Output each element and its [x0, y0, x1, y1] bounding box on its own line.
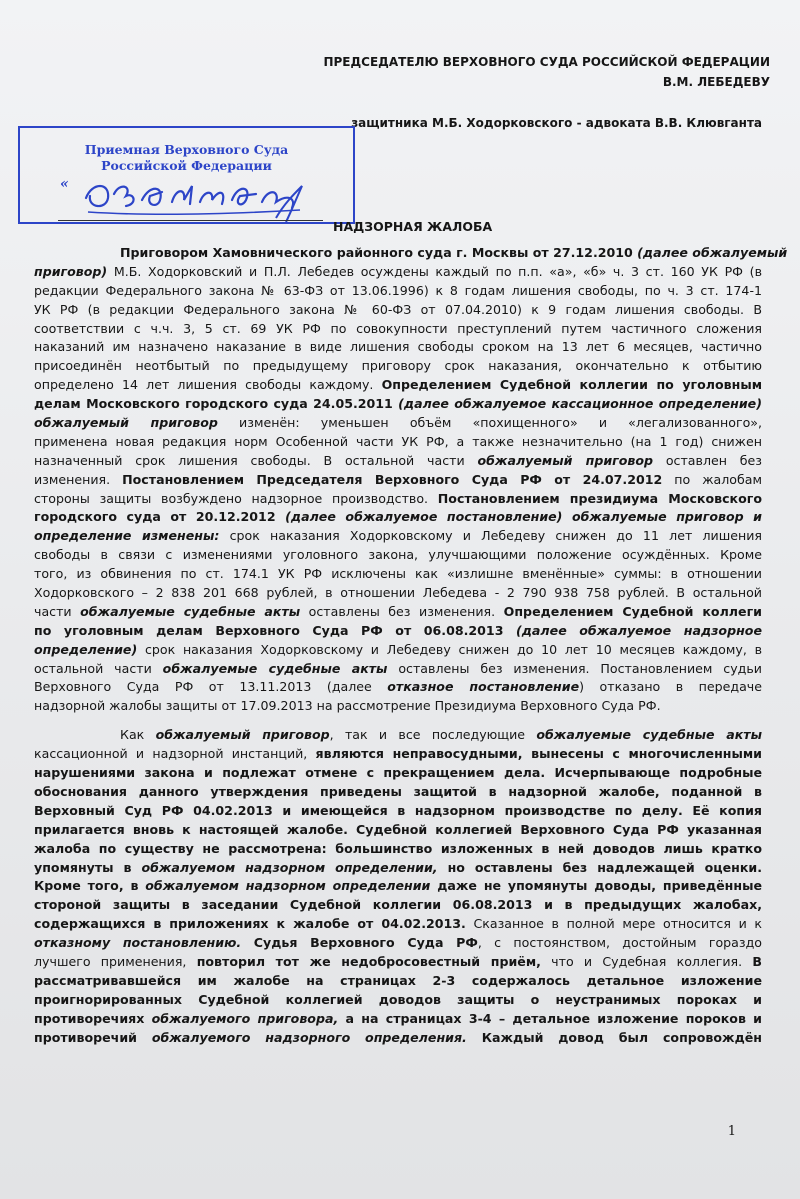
text-segment: а на страницах 3-4 – детальное изложение пороков и	[338, 1010, 763, 1026]
text-segment: обжалуемые судебные акты	[536, 727, 762, 743]
text-segment: по уголовным делам Верховного Суда РФ от 06.08.2013	[34, 622, 516, 638]
stamp-line-1: Приемная Верховного Суда	[84, 142, 289, 157]
text-line	[34, 263, 762, 282]
text-segment: Определением Судебной коллеги	[503, 603, 762, 619]
text-segment: Приговором Хамовнического районного суда г. Москвы от 27.12.2010	[120, 245, 638, 260]
text-segment: проигнорированных Судебной коллегией доводов защиты о неустранимых пороках и	[34, 991, 762, 1007]
text-line	[34, 745, 762, 764]
text-segment: оставлены без изменения. Постановлением судьи	[387, 660, 762, 676]
text-segment: редакции Федерального закона № 63-ФЗ от 13.06.1996) к 8 годам лишения свободы, по ч. 3 ст. 174-1	[34, 282, 762, 298]
text-segment: определено 14 лет лишения свободы каждому.	[34, 377, 382, 393]
text-segment: обжалуемого приговора,	[151, 1010, 339, 1026]
text-segment: обжалуемого надзорного определения.	[151, 1029, 467, 1045]
text-line	[34, 565, 762, 584]
text-segment: обжалуемый приговор	[155, 727, 330, 743]
addressee-block	[323, 52, 770, 92]
text-segment: являются неправосудными, вынесены с многочисленными	[315, 746, 762, 762]
text-segment: определение)	[34, 641, 138, 657]
text-segment: городского суда от 20.12.2012	[34, 509, 286, 525]
text-segment: обжалуемом надзорном определении,	[141, 859, 438, 875]
text-line	[34, 726, 762, 745]
text-segment: срок наказания Ходорковскому и Лебедеву снижен до 11 лет лишения	[219, 528, 762, 544]
text-segment: даже не упомянуты доводы, приведённые	[430, 878, 763, 894]
text-line	[34, 244, 788, 263]
text-segment: делам Московского городского суда 24.05.2011	[34, 396, 399, 412]
text-line	[34, 1010, 762, 1029]
text-line	[34, 622, 762, 641]
text-segment: обжалуемом надзорном определении	[145, 878, 431, 894]
text-segment: части	[34, 603, 81, 619]
text-segment: Судья Верховного Суда РФ	[241, 935, 478, 951]
text-line	[34, 991, 762, 1010]
text-segment: изменён: уменьшен объём «похищенного» и «легализованного»,	[217, 415, 762, 431]
text-line	[34, 859, 762, 878]
text-segment: Кроме того, в	[34, 878, 146, 894]
text-segment: кассационной и надзорной инстанций,	[34, 746, 316, 762]
text-segment: стороной защиты в заседании Судебной коллегии 06.08.2013 и в предыдущих жалобах,	[34, 897, 762, 913]
text-segment: свободы в связи с изменениями уголовного закона, улучшающими положение осуждённых. Кроме	[34, 547, 762, 563]
text-segment: применена новая редакция норм Особенной части УК РФ, а также незначительно (на 1 год) снижен	[34, 433, 762, 449]
text-segment: упомянуты в	[34, 859, 142, 875]
text-segment: ) отказано в передаче	[579, 679, 762, 695]
text-line	[34, 641, 762, 660]
text-segment: (далее обжалуемое надзорное	[516, 622, 762, 638]
text-line	[34, 934, 762, 953]
text-segment: Определением Судебной коллегии по уголовным	[381, 377, 763, 393]
text-segment: но оставлены без надлежащей оценки.	[437, 859, 763, 875]
text-line	[34, 471, 762, 490]
text-segment: повторил тот же недобросовестный приём,	[196, 953, 541, 969]
text-segment: определение изменены:	[34, 528, 220, 544]
text-segment: обжалуемые судебные акты	[80, 603, 301, 619]
stamp-underline	[58, 220, 323, 221]
text-line	[34, 840, 762, 859]
text-segment: противоречиях	[34, 1010, 152, 1026]
text-segment: (далее обжалуемое кассационное определение)	[398, 396, 762, 412]
text-segment: УК РФ (в редакции Федерального закона № 60-ФЗ от 07.04.2010) к 9 годам лишения свободы. В	[34, 301, 762, 317]
text-segment: стороны защиты возбуждено надзорное производство.	[34, 490, 438, 506]
addressee-line-1: ПРЕДСЕДАТЕЛЮ ВЕРХОВНОГО СУДА РОССИЙСКОЙ ФЕДЕРАЦИИ	[323, 55, 770, 69]
text-line	[34, 603, 762, 622]
text-line	[34, 508, 762, 527]
text-segment: обжалуемые судебные акты	[162, 660, 388, 676]
text-segment: отказному постановлению.	[34, 935, 242, 951]
text-line	[34, 527, 762, 546]
text-line	[34, 660, 762, 679]
text-segment: Постановлением президиума Московского	[437, 490, 762, 506]
text-line	[34, 877, 762, 896]
text-line	[34, 915, 762, 934]
text-segment: приговор)	[34, 263, 108, 279]
text-segment: (далее обжалуемый	[637, 245, 788, 260]
text-line	[34, 376, 762, 395]
text-segment: соответствии с ч.ч. 3, 5 ст. 69 УК РФ по совокупности преступлений путем частичного сложения	[34, 320, 762, 336]
text-segment: прилагается вновь к настоящей жалобе. Судебной коллегией Верховного Суда РФ указанная	[34, 821, 762, 837]
text-segment: срок наказания Ходорковскому и Лебедеву снижен до 10 лет 10 месяцев каждому, в	[137, 641, 762, 657]
text-line	[34, 452, 762, 471]
text-segment: Верховный Суд РФ 04.02.2013 и имеющейся в надзорном производстве по делу. Её копия	[34, 802, 762, 818]
text-segment: назначенный срок лишения свободы. В остальной части	[34, 452, 478, 468]
text-segment: В	[752, 953, 762, 969]
text-line	[34, 320, 762, 339]
text-segment: оставлен без	[653, 452, 762, 468]
text-segment: М.Б. Ходорковский и П.Л. Лебедев осуждены каждый по п.п. «а», «б» ч. 3 ст. 160 УК РФ (в	[107, 263, 762, 279]
text-line	[34, 1029, 762, 1048]
text-line	[34, 972, 762, 991]
text-segment: Постановлением Председателя Верховного Суда РФ от 24.07.2012	[122, 471, 663, 487]
text-line	[34, 783, 762, 802]
text-segment: , с постоянством, достойным гораздо	[477, 935, 762, 951]
text-line	[34, 433, 762, 452]
text-segment: Ходорковского – 2 838 201 668 рублей, в отношении Лебедева - 2 790 938 758 рублей. В остальной	[34, 585, 762, 601]
text-line	[34, 697, 762, 716]
text-segment: Верховного Суда РФ от 13.11.2013 (далее	[34, 679, 388, 695]
stamp-line-2: Российской Федерации	[101, 158, 272, 173]
text-segment: рассматривавшейся им жалобе на страницах 2-3 содержалось детальное изложение	[34, 972, 762, 988]
text-line	[34, 338, 762, 357]
text-segment: отказное постановление	[387, 679, 580, 695]
text-line	[34, 414, 762, 433]
text-line	[34, 821, 762, 840]
text-line	[34, 584, 762, 603]
page-number: 1	[727, 1124, 736, 1139]
text-segment: надзорной жалобы защиты от 17.09.2013 на рассмотрение Президиума Верховного Суда РФ.	[34, 698, 661, 714]
text-segment: наказаний им назначено наказание в виде лишения свободы сроком на 13 лет 6 месяцев, частично	[34, 339, 762, 355]
text-segment: по жалобам	[662, 471, 762, 487]
document-title: НАДЗОРНАЯ ЖАЛОБА	[333, 219, 493, 234]
text-line	[34, 546, 762, 565]
text-segment: изменения.	[34, 471, 123, 487]
text-segment: , так и все последующие	[329, 727, 537, 743]
text-line	[34, 802, 762, 821]
text-line	[34, 282, 762, 301]
text-segment: (далее обжалуемое постановление) обжалуемые приговор и	[285, 509, 762, 525]
text-segment: содержащихся в приложениях к жалобе от 04.02.2013.	[34, 916, 466, 932]
text-segment: Как	[120, 727, 156, 743]
text-segment: Исчерпывающе подробные	[545, 765, 762, 781]
addressee-line-2: В.М. ЛЕБЕДЕВУ	[662, 75, 770, 89]
text-line	[34, 678, 762, 697]
handwritten-date-icon	[80, 164, 310, 224]
text-segment: обоснования данного утверждения приведены защитой в надзорной жалобе, поданной в	[34, 783, 762, 799]
text-segment: обжалуемый приговор	[477, 452, 654, 468]
text-segment: противоречий	[34, 1029, 152, 1045]
reception-stamp	[18, 126, 355, 224]
text-line	[34, 953, 762, 972]
defender-line: защитника М.Б. Ходорковского - адвоката В.В. Клювганта	[351, 116, 762, 130]
text-segment: оставлены без изменения.	[300, 603, 504, 619]
text-segment: остальной части	[34, 660, 163, 676]
text-line	[34, 764, 762, 783]
text-segment: жалоба по существу не рассмотрена: большинство изложенных в ней доводов лишь кратко	[34, 840, 762, 856]
text-line	[34, 301, 762, 320]
text-segment: что и Судебная коллегия.	[540, 953, 753, 969]
text-segment: обжалуемый приговор	[34, 415, 218, 431]
text-segment: присоединён неотбытый по предыдущему приговору срок наказания, окончательно к отбытию	[34, 358, 762, 374]
complaint-body	[34, 244, 788, 1047]
text-line	[34, 357, 762, 376]
text-line	[34, 490, 762, 509]
text-segment: нарушениями закона и подлежат отмене с прекращением дела.	[34, 765, 546, 781]
text-segment: Каждый довод был сопровождён	[466, 1029, 763, 1045]
text-line	[34, 395, 762, 414]
text-line	[34, 896, 762, 915]
text-segment: лучшего применения,	[34, 953, 197, 969]
text-segment: Сказанное в полной мере относится и к	[465, 916, 763, 932]
stamp-date-prefix: «	[60, 176, 69, 192]
text-segment: того, из обвинения по ст. 174.1 УК РФ исключены как «излишне вменённые» суммы: в отношении	[34, 566, 762, 582]
